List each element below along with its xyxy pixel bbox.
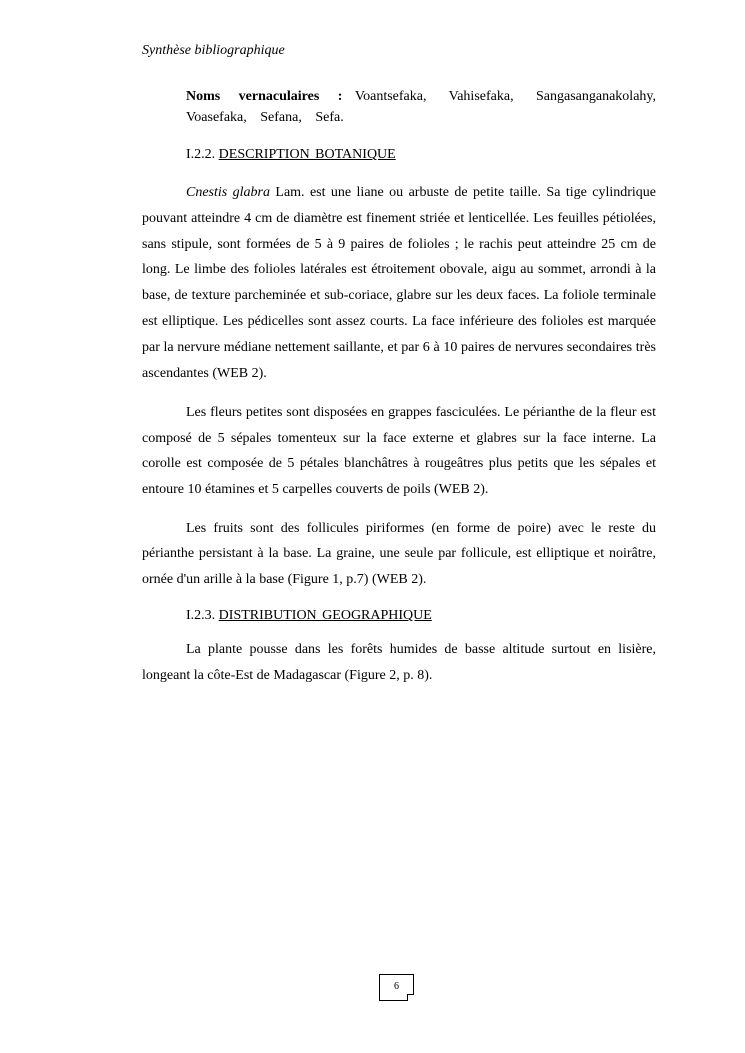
paragraph-fruits: Les fruits sont des follicules piriformes (en forme de poire) avec le reste du périanthe persistant à la base. La graine, une seule par follicule, est elliptique et noirâtre, ornée d'un arille à la base (Figure 1, p.7) (WEB 2). [142, 521, 656, 587]
vernacular-list: Voantsefaka, Vahisefaka, Sangasanganakolahy, Voasefaka, Sefana, Sefa. [186, 89, 657, 125]
paragraph-text: Lam. est une liane ou arbuste de petite taille. Sa tige cylindrique pouvant atteindre 4 cm de diamètre est finement striée et lenticellée. Les feuilles pétiolées, sans stipule, sont formées de 5 à 9 paires de folioles ; le rachis peut atteindre 25 cm de long. Le limbe des folioles latérales est étroitement obovale, aigu au sommet, arrondi à la base, de texture parcheminée et sub-coriace, glabre sur les deux faces. La foliole terminale est elliptique. Les pédicelles sont assez courts. La face inférieure des folioles est marquée par la nervure médiane nettement saillante, et par 6 à 10 paires de nervures secondaires très ascendantes (WEB 2). [142, 185, 656, 381]
page-number: 6 [394, 981, 399, 992]
vernacular-label: Noms vernaculaires : [186, 89, 343, 104]
section-title: DISTRIBUTION GEOGRAPHIQUE [218, 608, 432, 624]
document-body [142, 86, 656, 702]
page-number-box [379, 974, 414, 1001]
section-number: I.2.2. [186, 147, 216, 162]
paragraph-flowers: Les fleurs petites sont disposées en grappes fasciculées. Le périanthe de la fleur est composé de 5 sépales tomenteux sur la face externe et glabres sur la face interne. La corolle est composée de 5 pétales blanchâtres à rougeâtres plus petits que les sépales et entoure 10 étamines et 5 carpelles couverts de poils (WEB 2). [142, 405, 656, 497]
vernacular-names [142, 86, 656, 128]
paragraph-botany-description [142, 180, 656, 386]
section-heading-distribution [142, 606, 656, 626]
section-number: I.2.3. [186, 608, 216, 624]
running-header: Synthèse bibliographique [142, 43, 285, 58]
section-title: DESCRIPTION BOTANIQUE [218, 147, 396, 162]
paragraph-distribution: La plante pousse dans les forêts humides de basse altitude surtout en lisière, longeant la côte-Est de Madagascar (Figure 2, p. 8). [142, 642, 656, 683]
section-heading-botany [142, 145, 656, 165]
folded-corner-icon [407, 994, 414, 1001]
species-name: Cnestis glabra [186, 185, 270, 200]
